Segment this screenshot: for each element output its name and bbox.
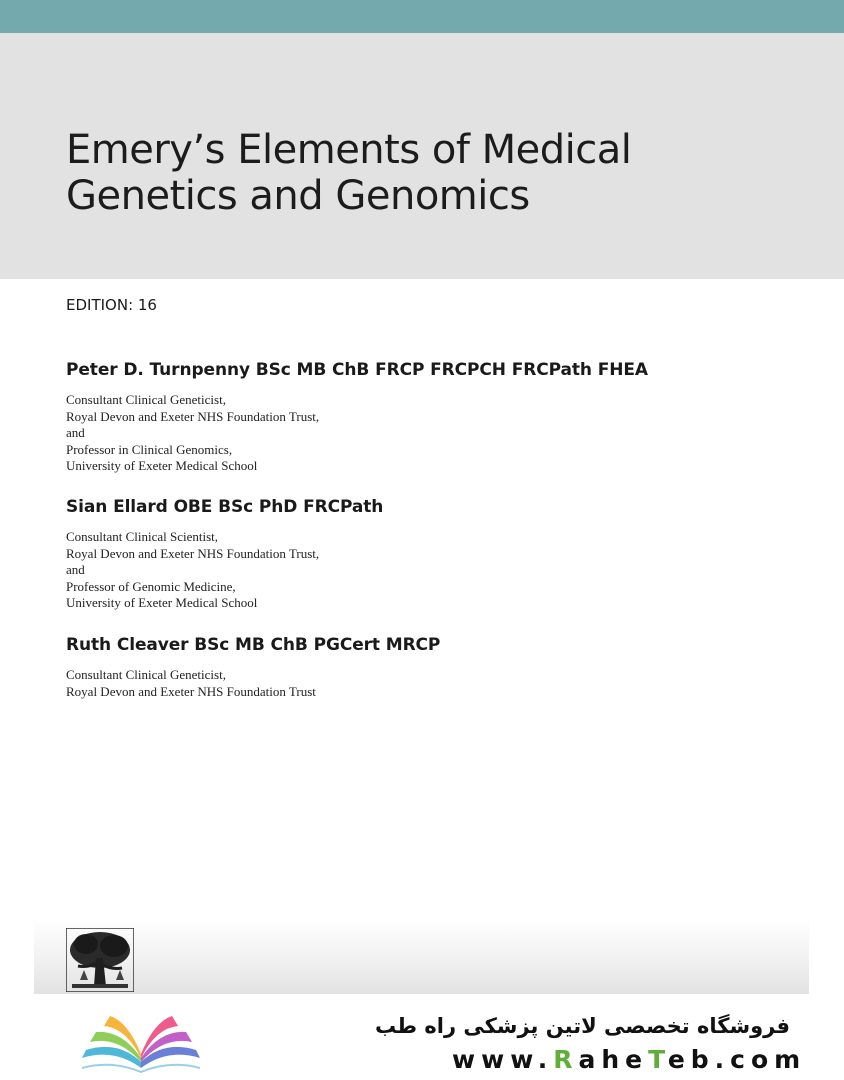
affiliation-line: Royal Devon and Exeter NHS Foundation Trust,	[66, 545, 320, 561]
affiliation-line: and	[66, 562, 85, 577]
author-block	[66, 360, 806, 475]
url-part: eb.com	[667, 1045, 807, 1074]
author-name: Ruth Cleaver BSc MB ChB PGCert MRCP	[66, 635, 441, 655]
affiliation-line: Consultant Clinical Geneticist,	[66, 667, 226, 682]
affiliation-line: and	[66, 425, 85, 440]
affiliation-line: Professor of Genomic Medicine,	[66, 578, 236, 594]
footer-gradient	[34, 918, 809, 994]
shop-name: فروشگاه تخصصی لاتین پزشکی راه طب	[375, 1014, 790, 1038]
book-title-line-2: Genetics and Genomics	[66, 173, 530, 219]
edition-label: EDITION: 16	[66, 296, 157, 314]
book-title-line-1: Emery’s Elements of Medical	[66, 127, 632, 173]
affiliation-line: Consultant Clinical Scientist,	[66, 529, 219, 544]
affiliation-line: University of Exeter Medical School	[66, 595, 258, 610]
affiliation-line: Consultant Clinical Geneticist,	[66, 392, 226, 407]
elsevier-tree-logo	[66, 928, 134, 992]
affiliation-line: Royal Devon and Exeter NHS Foundation Trust	[66, 683, 316, 699]
affiliation-line: Professor in Clinical Genomics,	[66, 441, 233, 457]
open-book-logo	[78, 1010, 204, 1074]
author-name: Sian Ellard OBE BSc PhD FRCPath	[66, 497, 384, 517]
book-title	[66, 127, 786, 219]
url-part-accent: R	[553, 1045, 579, 1074]
url-part: ahe	[578, 1045, 649, 1074]
top-accent-bar	[0, 0, 844, 33]
url-part: www.	[452, 1045, 554, 1074]
url-part-accent: T	[648, 1045, 668, 1074]
shop-url[interactable]	[452, 1045, 806, 1074]
affiliation-line: University of Exeter Medical School	[66, 458, 258, 473]
author-block	[66, 497, 806, 612]
author-block	[66, 635, 806, 700]
author-name: Peter D. Turnpenny BSc MB ChB FRCP FRCPCH FRCPath FHEA	[66, 360, 648, 380]
affiliation-line: Royal Devon and Exeter NHS Foundation Trust,	[66, 408, 320, 424]
